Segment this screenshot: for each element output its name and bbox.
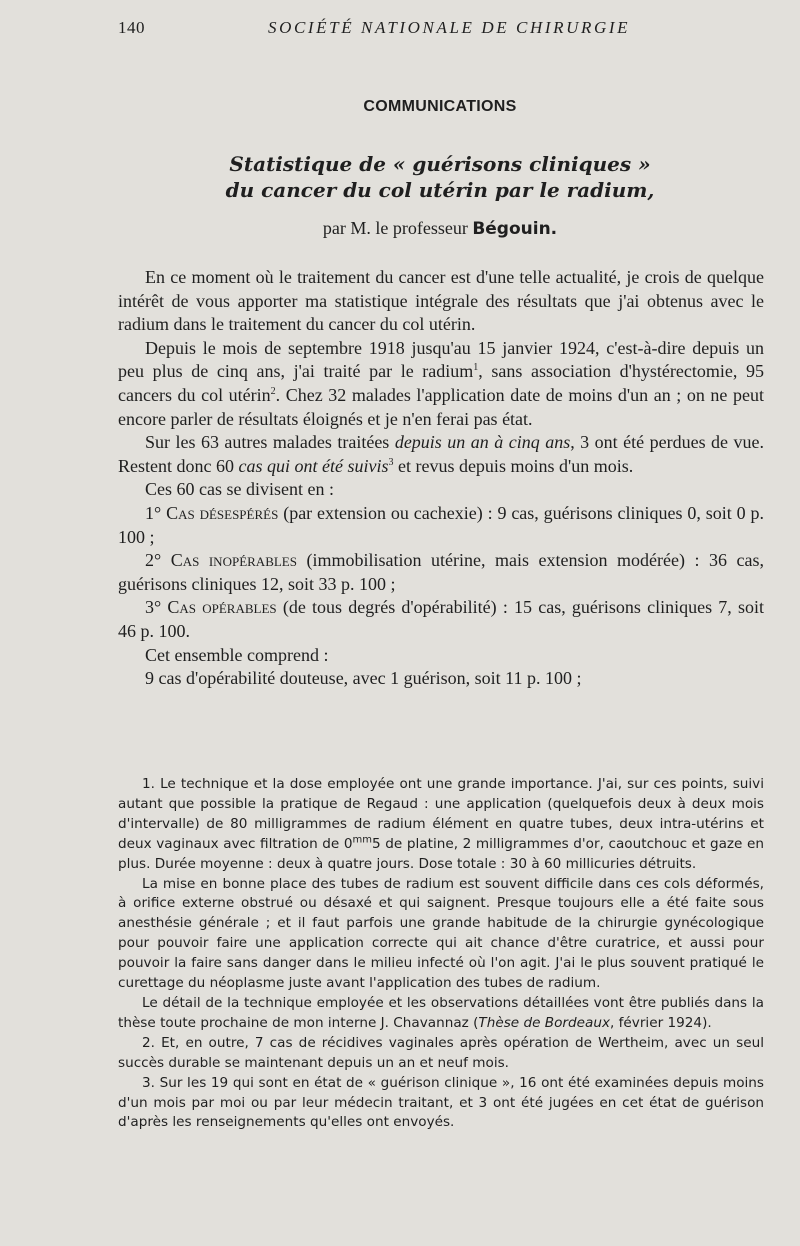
paragraph-1: En ce moment où le traitement du cancer est d'une telle actualité, je crois de quelque intérêt de vous apporter ma statistique intégrale des résultats que j'ai obtenus avec le radium dans le traitement du cancer du col utérin. [118, 267, 764, 335]
case-group-1-text: (par extension ou cachexie) : 9 cas, guérisons cliniques 0, soit 0 p. 100 ; [118, 502, 765, 547]
footnote-1-p3-italic: Thèse de Bordeaux [478, 1014, 610, 1031]
author-line [0, 218, 800, 239]
case-group-2-label: Cas inopérables [170, 550, 297, 571]
paragraph-3 [118, 431, 764, 478]
footnotes [118, 775, 764, 1133]
paragraph-5: Cet ensemble comprend : [145, 644, 329, 665]
page-number: 140 [118, 18, 145, 37]
case-group-3 [118, 596, 764, 643]
paragraph-2 [118, 337, 764, 431]
paragraph-4: Ces 60 cas se divisent en : [145, 479, 334, 500]
paragraph-3-part-c: et revus depuis moins d'un mois. [397, 455, 634, 476]
running-header [118, 18, 762, 44]
journal-title: SOCIÉTÉ NATIONALE DE CHIRURGIE [268, 18, 631, 37]
case-group-2 [118, 549, 764, 596]
footnote-1 [118, 775, 764, 875]
footnote-ref-2: 2 [270, 385, 276, 397]
paragraph-2-part-c: . Chez 32 malades l'application date de moins d'un an ; on ne peut encore parler de résultats éloignés et je n'en ferai pas état. [118, 384, 764, 429]
paragraph-6: 9 cas d'opérabilité douteuse, avec 1 guérison, soit 11 p. 100 ; [145, 668, 582, 689]
footnote-1-part-b: 5 de platine, 2 milligrammes d'or, caoutchouc et gaze en plus. Durée moyenne : deux à quatre jours. Dose totale : 30 à 60 millicuries détruits. [118, 835, 765, 872]
paragraph-2-part-b: , sans association d'hystérectomie, 95 cancers du col utérin [118, 361, 764, 405]
section-heading: COMMUNICATIONS [363, 98, 517, 115]
paragraph-3-italic-1: depuis un an à cinq ans [394, 432, 571, 453]
footnote-1-unit: mm [352, 834, 373, 846]
footnote-ref-3: 3 [388, 456, 394, 468]
paragraph-2-part-a: Depuis le mois de septembre 1918 jusqu'au 15 janvier 1924, c'est-à-dire depuis un peu plus de cinq ans, j'ai traité par le radium [118, 337, 764, 382]
article-body [118, 266, 764, 691]
article-title-line-2: du cancer du col utérin par le radium, [225, 178, 655, 202]
author-prefix: par M. le professeur [322, 218, 468, 238]
case-group-1-label: Cas désespérés [166, 502, 279, 523]
case-group-1-number: 1° [145, 502, 162, 523]
case-group-2-text: (immobilisation utérine, mais extension modérée) : 36 cas, guérisons cliniques 12, soit 33 p. 100 ; [118, 550, 764, 594]
article-title-line-1: Statistique de « guérisons cliniques » [229, 152, 651, 176]
case-group-1 [118, 502, 764, 549]
footnote-1-paragraph-2: La mise en bonne place des tubes de radium est souvent difficile dans ces cols déformés, à orifice externe obstrué ou désaxé et qui saignent. Presque toujours elle a été faite sous anesthésie générale ; et il faut parfois une grande habitude de la chirurgie gynécologique pour pouvoir faire une application correcte qui ait chance d'être curatrice, et aussi pour pouvoir la faire sans danger dans le milieu infecté où l'on agit. J'ai le plus souvent pratiqué le curettage du néoplasme juste avant l'application des tubes de radium. [118, 875, 764, 992]
footnote-1-p3-part-a: Le détail de la technique employée et les observations détaillées vont être publiés dans la thèse toute prochaine de mon interne J. Chavannaz ( [118, 994, 764, 1031]
footnote-2: 2. Et, en outre, 7 cas de récidives vaginales après opération de Wertheim, avec un seul succès durable se maintenant depuis un an et neuf mois. [118, 1034, 764, 1071]
paragraph-3-part-b: , 3 ont été perdues de vue. Restent donc 60 [118, 432, 765, 476]
paragraph-3-italic-2: cas qui ont été suivis [238, 455, 389, 476]
paragraph-3-part-a: Sur les 63 autres malades traitées [145, 432, 390, 453]
footnote-3: 3. Sur les 19 qui sont en état de « guérison clinique », 16 ont été examinées depuis moins d'un mois par moi ou par leur médecin traitant, et 3 ont été jugées en cet état de guérison d'après les renseignements qu'elles ont envoyés. [118, 1074, 764, 1131]
footnote-1-p3-part-b: , février 1924). [610, 1014, 712, 1031]
case-group-3-label: Cas opérables [167, 597, 277, 618]
case-group-3-number: 3° [145, 597, 162, 618]
case-group-2-number: 2° [145, 550, 162, 571]
footnote-1-part-a: 1. Le technique et la dose employée ont une grande importance. J'ai, sur ces points, suivi autant que possible la pratique de Regaud : une application (quelquefois deux à deux mois d'intervalle) de 80 milligrammes de radium élément en quatre tubes, deux intra-utérins et deux vaginaux avec filtration de 0 [118, 776, 764, 852]
footnote-1-paragraph-3 [118, 994, 764, 1034]
case-group-3-text: (de tous degrés d'opérabilité) : 15 cas, guérisons cliniques 7, soit 46 p. 100. [118, 597, 764, 641]
footnote-ref-1: 1 [473, 362, 479, 374]
author-name: Bégouin. [472, 219, 558, 239]
